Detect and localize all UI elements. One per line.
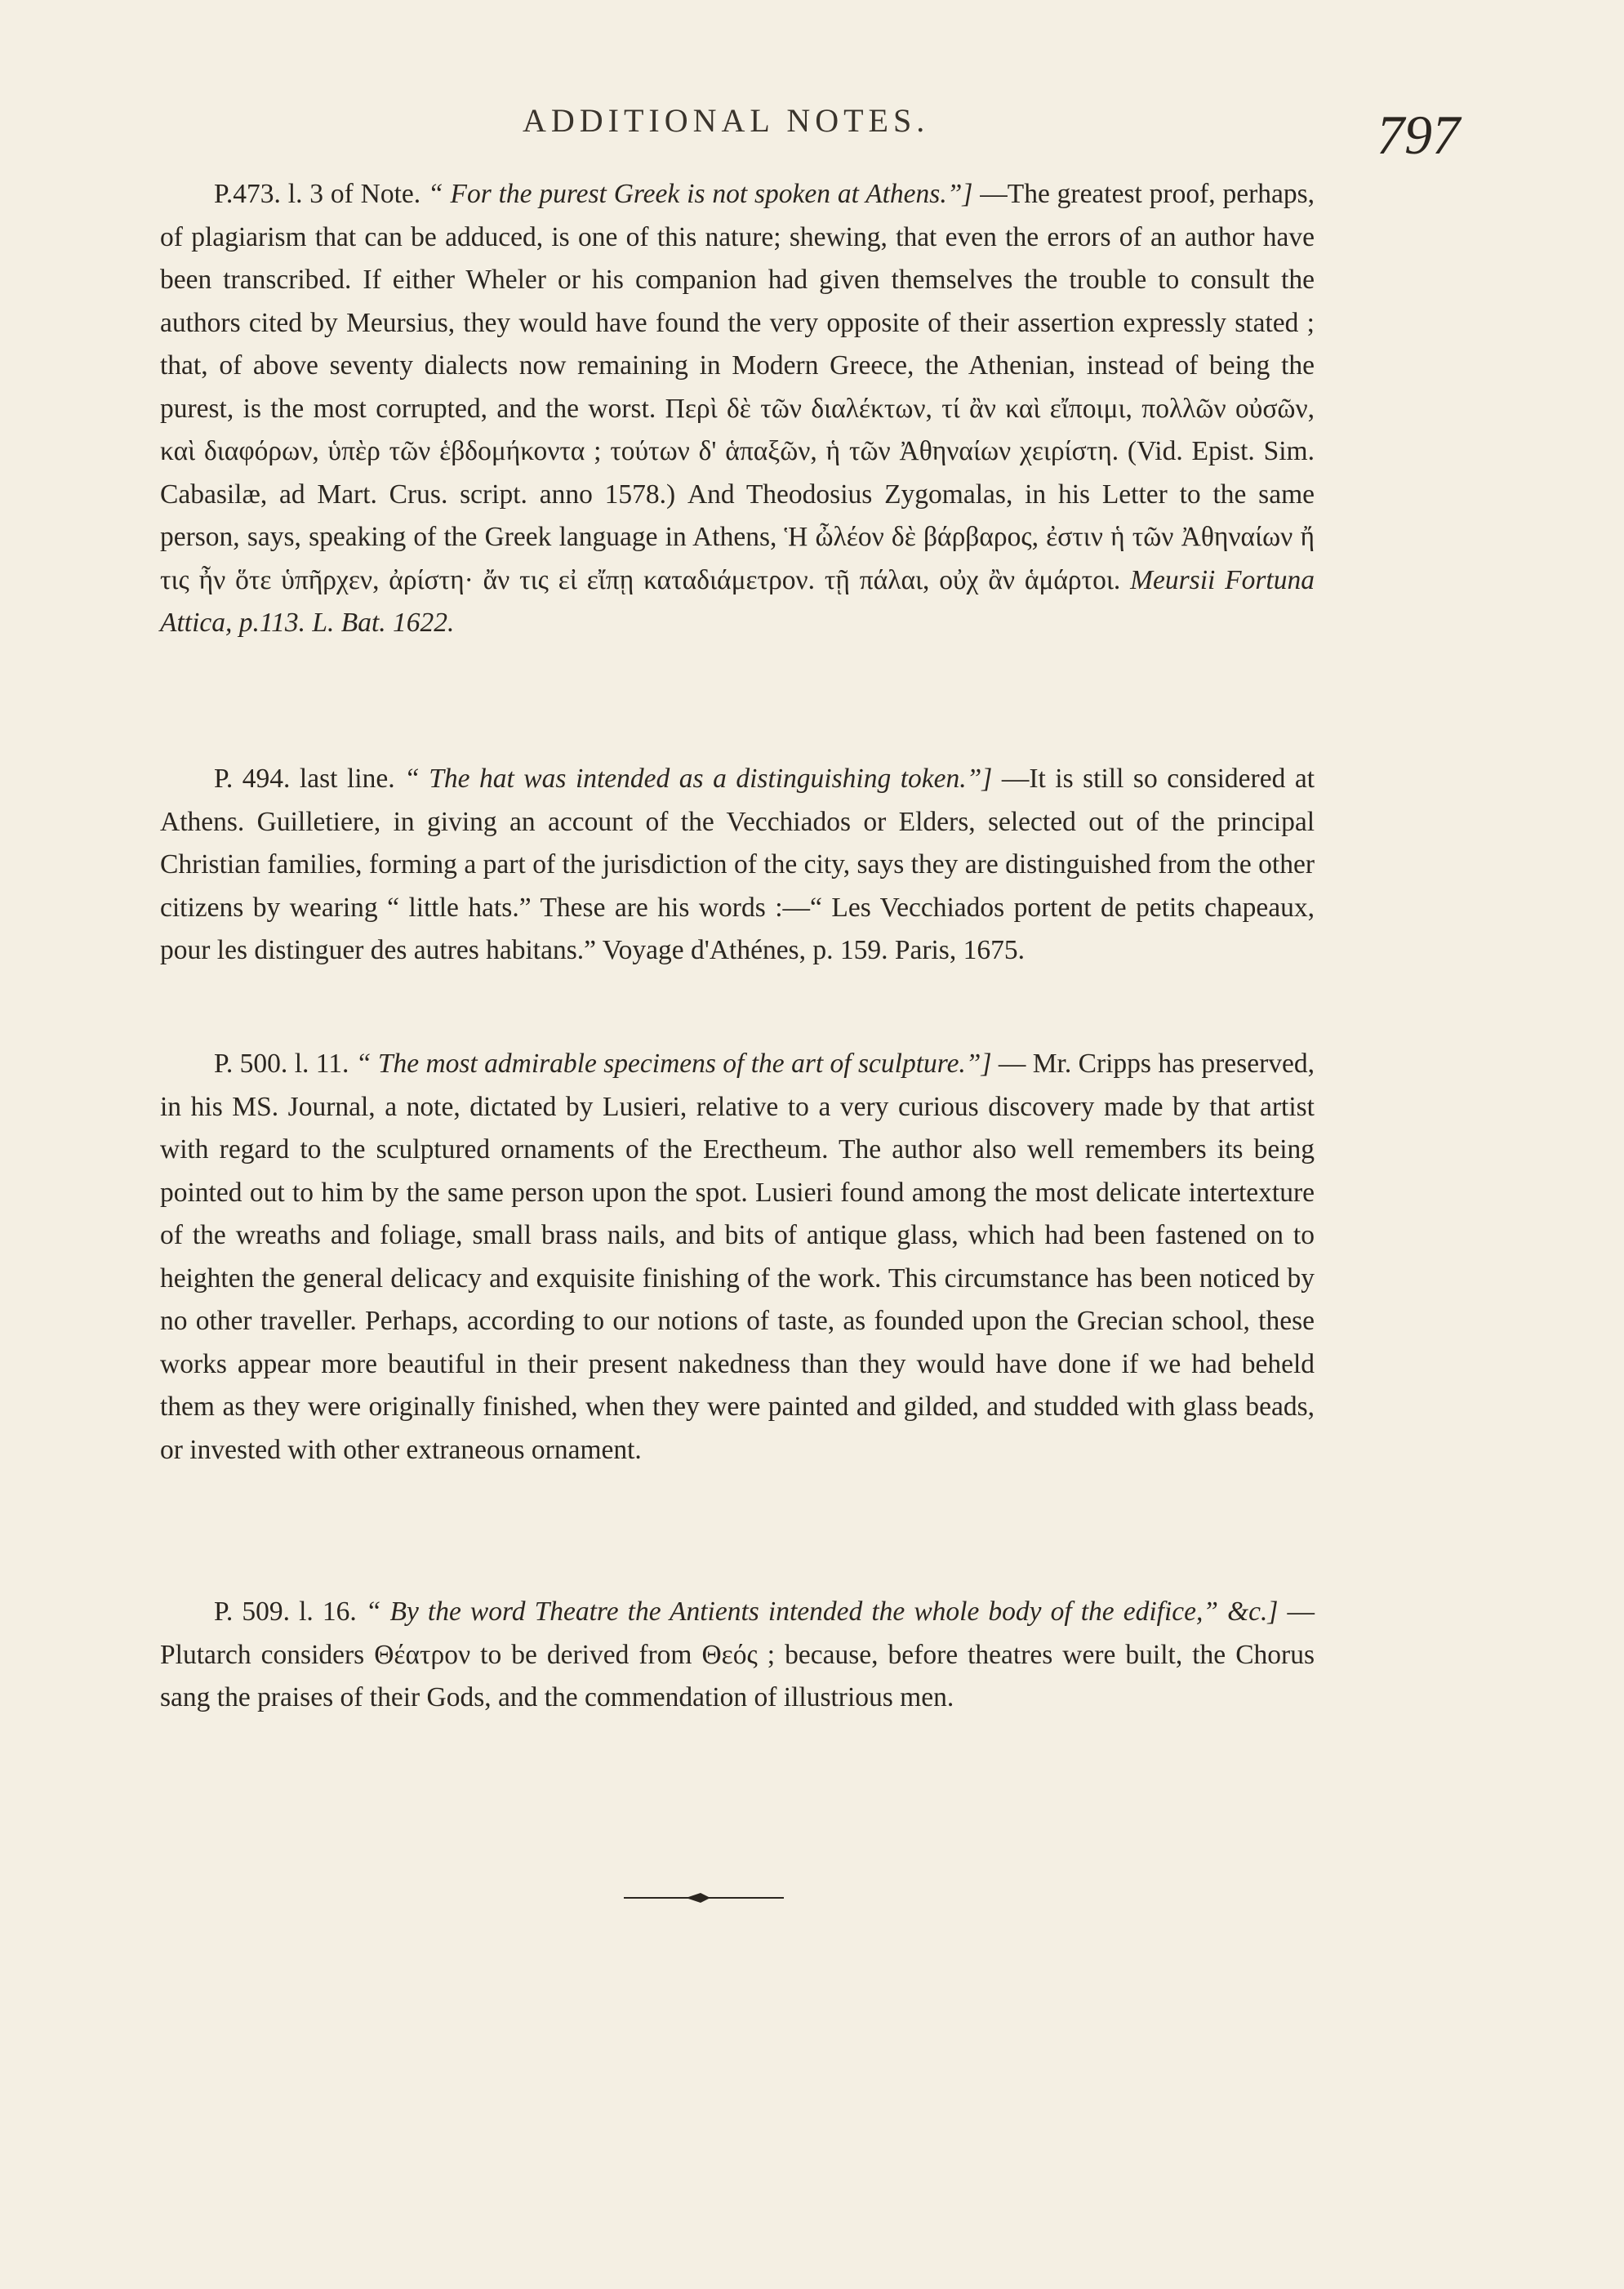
note-quote: “ The most admirable specimens of the art of sculpture.”] [355, 1049, 992, 1079]
note-citation: Voyage d'Athénes, p. 159. Paris, 1675. [602, 935, 1025, 965]
note-body: —It is still so considered at Athens. Guilletiere, in giving an account of the Vecchiados or Elders, selected out of the principal Christian families, forming a part of the jurisdiction of the city, says they are distinguished from the other citizens by wearing “ little hats.” These are his words :—“ Les Vecchiados portent de petits chapeaux, pour les distinguer des autres habitans.” [160, 764, 1315, 965]
note-p494 [160, 758, 1315, 973]
note-ref: P. 500. l. 11. [214, 1049, 349, 1079]
note-body: — Mr. Cripps has preserved, in his MS. Journal, a note, dictated by Lusieri, relative to a very curious discovery made by that artist with regard to the sculptured ornaments of the Erectheum. The author also well remembers its being pointed out to him by the same person upon the spot. Lusieri found among the most delicate intertexture of the wreaths and foliage, small brass nails, and bits of antique glass, which had been fastened on to heighten the general delicacy and exquisite finishing of the work. This circumstance has been noticed by no other traveller. Perhaps, according to our notions of taste, as founded upon the Grecian school, these works appear more beautiful in their present nakedness than they would have done if we had beheld them as they were originally finished, when they were painted and gilded, and studded with glass beads, or invested with other extraneous ornament. [160, 1049, 1315, 1465]
note-ref: P. 494. last line. [214, 764, 395, 794]
note-p509 [160, 1591, 1315, 1720]
note-body: —Plutarch considers Θέατρον to be derived from Θεός ; because, before theatres were built, the Chorus sang the praises of their Gods, and the commendation of illustrious men. [160, 1597, 1315, 1712]
note-ref: P. 509. l. 16. [214, 1597, 357, 1627]
note-p500 [160, 1043, 1315, 1472]
ornament-rule-icon [622, 1890, 785, 1906]
note-p473 [160, 173, 1315, 645]
note-quote: “ The hat was intended as a distinguishing token.”] [404, 764, 993, 794]
note-ref: P.473. l. 3 of Note. [214, 179, 421, 209]
note-citation: Meursii Fortuna Attica, p.113. L. Bat. 1622. [160, 564, 1315, 638]
note-quote: “ For the purest Greek is not spoken at Athens.”] [428, 179, 973, 209]
note-quote: “ By the word Theatre the Antients intended the whole body of the edifice,” &c.] [365, 1597, 1279, 1627]
note-body: —The greatest proof, perhaps, of plagiarism that can be adduced, is one of this nature; shewing, that even the errors of an author have been transcribed. If either Wheler or his companion had given themselves the trouble to consult the authors cited by Meursius, they would have found the very opposite of their assertion expressly stated ; that, of above seventy dialects now remaining in Modern Greece, the Athenian, instead of being the purest, is the most corrupted, and the worst. Περὶ δὲ τῶν διαλέκτων, τί ἂν καὶ εἴποιμι, πολλῶν οὐσῶν, καὶ διαφόρων, ὑπὲρ τῶν ἑβδομήκοντα ; τούτων δ' ἁπαξῶν, ἡ τῶν Ἀθηναίων χειρίστη. (Vid. Epist. Sim. Cabasilæ, ad Mart. Crus. script. anno 1578.) And Theodosius Zygomalas, in his Letter to the same person, says, speaking of the Greek language in Athens, Ἡ ὦλέον δὲ βάρβαρος, ἐστιν ἡ τῶν Ἀθηναίων ἤ τις ἦν ὅτε ὑπῆρχεν, ἀρίστη· ἄν τις εἰ εἴπῃ καταδιάμετρον. τῇ πάλαι, οὐχ ἂν ἁμάρτοι. [160, 179, 1315, 595]
page-number: 797 [1377, 104, 1460, 166]
running-head: ADDITIONAL NOTES. [523, 102, 930, 139]
